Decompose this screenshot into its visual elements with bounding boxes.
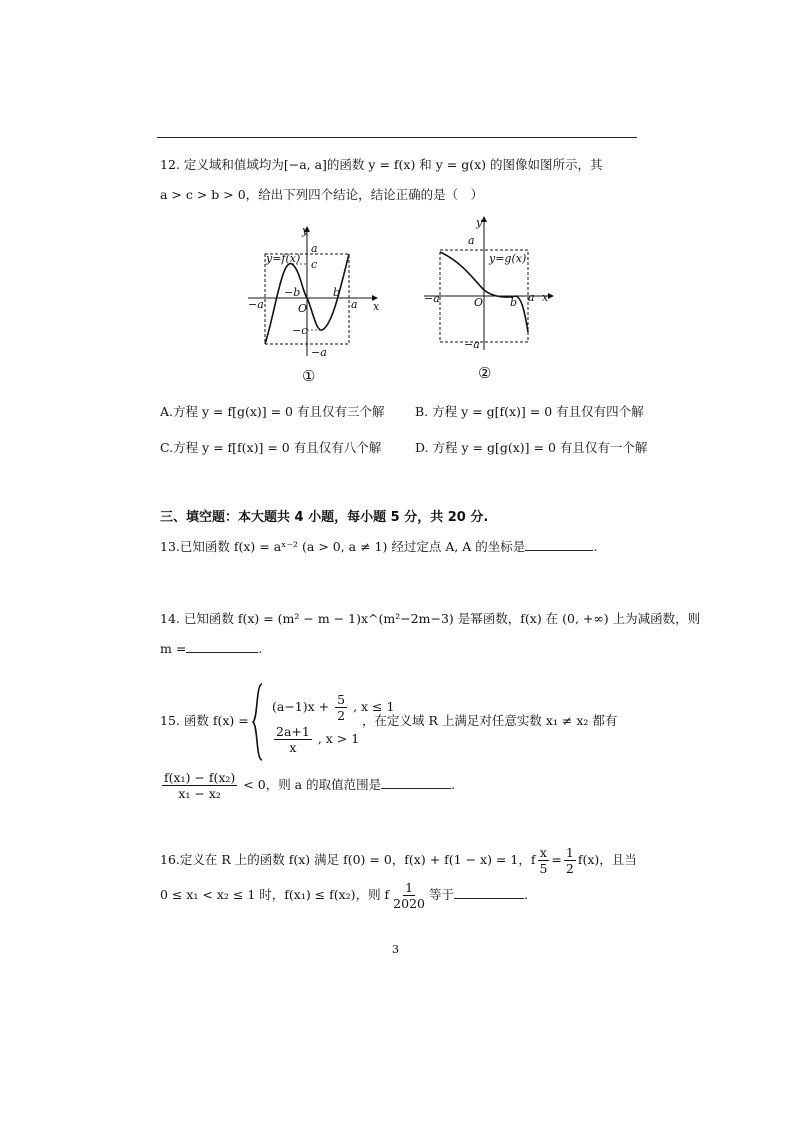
graph-g-caption: ② xyxy=(478,364,492,382)
option-a: A.方程 y = f[g(x)] = 0 有且仅有三个解 xyxy=(160,404,385,419)
graph-f-x-label: x xyxy=(373,300,380,313)
svg-text:−a: −a xyxy=(248,298,264,311)
q12-line2: a > c > b > 0，给出下列四个结论，结论正确的是（ ） xyxy=(160,187,484,202)
graph-g-func-label: y=g(x) xyxy=(489,252,527,265)
svg-text:a: a xyxy=(311,242,318,255)
q14-blank xyxy=(186,640,258,653)
graph-f xyxy=(240,224,385,388)
svg-text:−c: −c xyxy=(292,324,308,337)
header-rule xyxy=(157,137,637,138)
svg-text:a: a xyxy=(468,234,475,247)
svg-text:O: O xyxy=(474,296,484,309)
q14-line2: m = . xyxy=(160,641,263,656)
q16-line2: 0 ≤ x₁ < x₂ ≤ 1 时，f(x₁) ≤ f(x₂)，则 f $\frac{1}{2020}$ 等于 . xyxy=(160,880,528,911)
q15-prefix: 15. 函数 f(x) = xyxy=(160,713,249,728)
q15-case2: $\frac{2a+1}{x}$ , x > 1 xyxy=(276,724,360,755)
q14-line1: 14. 已知函数 f(x) = (m² − m − 1)x^(m²−2m−3) 是幂函数，f(x) 在 (0, +∞) 上为减函数，则 xyxy=(160,611,701,626)
q16-blank xyxy=(454,886,524,899)
option-b: B. 方程 y = g[f(x)] = 0 有且仅有四个解 xyxy=(415,404,644,419)
graph-f-func-label: y=f(x) xyxy=(266,252,301,265)
svg-text:c: c xyxy=(311,258,318,271)
q15-suffix: ，在定义域 R 上满足对任意实数 x₁ ≠ x₂ 都有 xyxy=(362,713,618,728)
graph-g xyxy=(422,218,567,388)
svg-text:a: a xyxy=(351,298,358,311)
page-number: 3 xyxy=(392,943,399,956)
section-3-heading: 三、填空题：本大题共 4 小题，每小题 5 分，共 20 分. xyxy=(160,510,489,525)
svg-text:b: b xyxy=(510,296,518,309)
graph-f-caption: ① xyxy=(302,367,316,385)
graph-f-y-label: y xyxy=(302,224,309,237)
svg-text:−a: −a xyxy=(424,292,440,305)
q13-blank xyxy=(525,538,593,551)
q15-case1: (a−1)x + $\frac{5}{2}$ , x ≤ 1 xyxy=(272,692,395,723)
svg-text:a: a xyxy=(528,291,535,304)
q13: 13.已知函数 f(x) = aˣ⁻² (a > 0, a ≠ 1) 经过定点 A, A 的坐标是 . xyxy=(160,539,598,554)
option-c: C.方程 y = f[f(x)] = 0 有且仅有八个解 xyxy=(160,440,382,455)
q16-line1: 16.定义在 R 上的函数 f(x) 满足 f(0) = 0，f(x) + f(1 − x) = 1，f $\frac{x}{5}$ = $\frac{1}{2}$ f(x)，且当 xyxy=(160,845,637,876)
svg-text:−b: −b xyxy=(284,286,301,299)
graph-g-x-label: x xyxy=(542,291,549,304)
svg-text:O: O xyxy=(298,302,308,315)
q15-brace xyxy=(252,682,264,762)
q15-ineq: $\frac{\text{f(x₁) − f(x₂)}}{\text{x₁ − x₂}}$ < 0，则 a 的取值范围是 . xyxy=(164,770,456,801)
option-d: D. 方程 y = g[g(x)] = 0 有且仅有一个解 xyxy=(415,440,648,455)
q15-blank xyxy=(381,776,451,789)
svg-text:b: b xyxy=(333,286,341,299)
svg-text:−a: −a xyxy=(464,338,480,351)
q12-line1: 12. 定义域和值域均为[−a, a]的函数 y = f(x) 和 y = g(x) 的图像如图所示，其 xyxy=(160,157,603,172)
graph-g-y-label: y xyxy=(476,216,483,229)
svg-text:−a: −a xyxy=(311,346,327,359)
